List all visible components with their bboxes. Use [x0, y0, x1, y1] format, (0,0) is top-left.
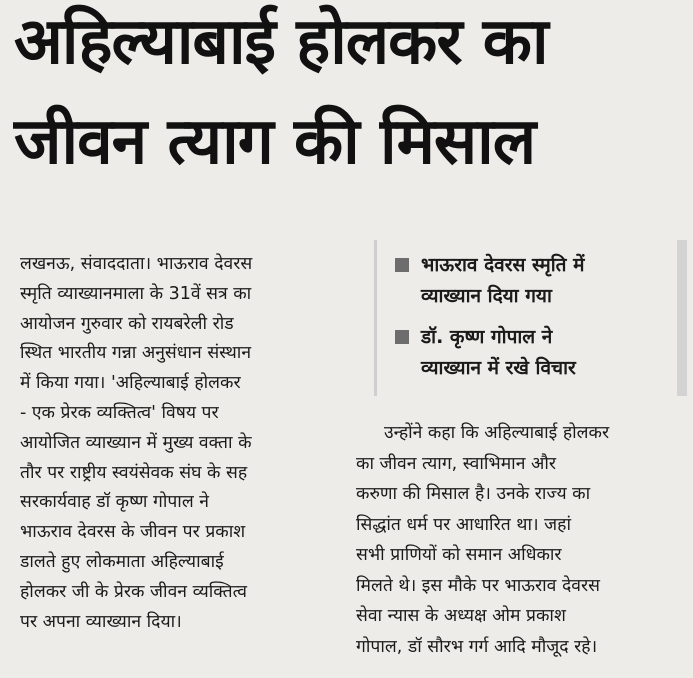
article-line: सरकार्यवाह डॉ कृष्ण गोपाल ने: [20, 492, 209, 513]
article-line: गोपाल, डॉ सौरभ गर्ग आदि मौजूद रहे।: [356, 636, 598, 657]
article-line: का जीवन त्याग, स्वाभिमान और: [356, 453, 557, 474]
article-line: तौर पर राष्ट्रीय स्वयंसेवक संघ के सह: [20, 462, 248, 483]
article-line: सभी प्राणियों को समान अधिकार: [356, 545, 562, 565]
article-line: में किया गया। 'अहिल्याबाई होलकर: [20, 373, 241, 394]
headline: [14, 5, 684, 210]
highlight-text: व्याख्यान में रखे विचार: [421, 357, 576, 379]
square-bullet-icon: [395, 330, 409, 344]
article-line: आयोजित व्याख्यान में मुख्य वक्ता के: [20, 432, 252, 453]
article-line: लखनऊ, संवाददाता। भाऊराव देवरस: [20, 254, 253, 274]
article-line: करुणा की मिसाल है। उनके राज्य का: [356, 484, 591, 504]
article-line: भाऊराव देवरस के जीवन पर प्रकाश: [20, 522, 246, 543]
square-bullet-icon: [395, 258, 409, 272]
headline-line-2: जीवन त्याग की मिसाल: [14, 105, 536, 179]
article-line: सेवा न्यास के अध्यक्ष ओम प्रकाश: [356, 606, 566, 626]
article-line: स्मृति व्याख्यानमाला के 31वें सत्र का: [20, 283, 252, 304]
article-left-column: [20, 250, 332, 637]
highlight-item: [395, 250, 584, 312]
article-line: मिलते थे। इस मौके पर भाऊराव देवरस: [356, 575, 600, 596]
highlight-text: डॉ. कृष्ण गोपाल ने: [421, 326, 553, 348]
article-line: उन्होंने कहा कि अहिल्याबाई होलकर: [384, 423, 610, 443]
highlight-text: भाऊराव देवरस स्मृति में: [421, 254, 585, 276]
highlight-text: व्याख्यान दिया गया: [421, 285, 552, 307]
article-line: स्थित भारतीय गन्ना अनुसंधान संस्थान: [20, 343, 252, 364]
article-line: डालते हुए लोकमाता अहिल्याबाई: [20, 551, 224, 572]
article-line: होलकर जी के प्रेरक जीवन व्यक्तित्व: [20, 581, 247, 602]
article-line: सिद्धांत धर्म पर आधारित था। जहां: [356, 514, 571, 535]
headline-line-1: अहिल्याबाई होलकर का: [14, 5, 548, 79]
article-line: पर अपना व्याख्यान दिया।: [20, 611, 182, 632]
article-line: आयोजन गुरुवार को रायबरेली रोड: [20, 313, 234, 334]
article-line: - एक प्रेरक व्यक्तित्व' विषय पर: [20, 402, 219, 423]
article-right-column: [356, 418, 672, 662]
highlights-box: [374, 240, 687, 396]
highlight-item: [395, 322, 576, 384]
